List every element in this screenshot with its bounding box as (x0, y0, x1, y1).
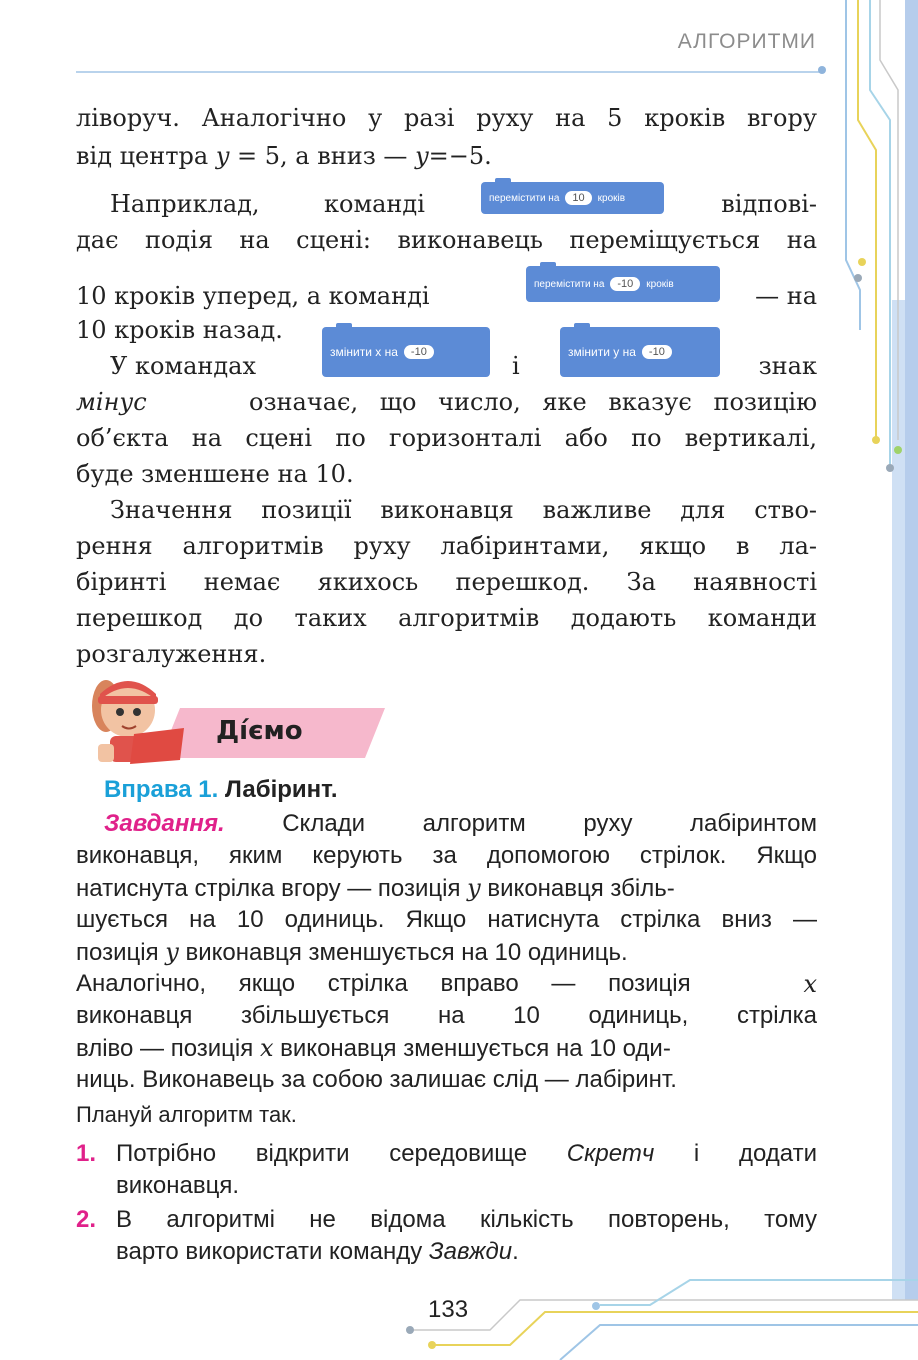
text-line: рення алгоритмів руху лабіринтами, якщо в ла- (76, 532, 817, 560)
text-line: від центра y = 5, а вниз — y=−5. (76, 142, 492, 170)
list-item-number: 2. (76, 1206, 97, 1233)
list-item: Потрібно відкрити середовище Скретч і додати (116, 1140, 817, 1167)
page-number: 133 (428, 1296, 469, 1323)
text-line: ліворуч. Аналогічно у разі руху на 5 кроків вгору (76, 104, 817, 132)
text-line: 10 кроків назад. (76, 316, 283, 344)
text-line: вліво — позиція x виконавця зменшується на 10 оди- (76, 1034, 671, 1062)
text-line: Значення позиції виконавця важливе для ство- (110, 496, 817, 524)
text-fragment: знак (758, 352, 817, 380)
scratch-change-x-block: змінити х на -10 (322, 327, 490, 377)
text-line: мінус означає, що число, яке вказує позицію (76, 388, 817, 416)
text-line: виконавця, яким керують за допомогою стрілок. Якщо (76, 842, 817, 869)
text-line: Завдання. Склади алгоритм руху лабіринтом (104, 810, 818, 837)
text-line: дає подія на сцені: виконавець переміщується на (76, 226, 817, 254)
text-fragment: команді (324, 190, 425, 218)
scratch-move-10-block: перемістити на 10 кроків (481, 182, 664, 214)
text-line: Плануй алгоритм так. (76, 1102, 297, 1127)
text-line: біринті немає якихось перешкод. За наявності (76, 568, 817, 596)
list-item-line: виконавця. (116, 1172, 240, 1199)
text-line: виконавця збільшується на 10 одиниць, стрілка (76, 1002, 817, 1029)
text-line: розгалуження. (76, 640, 267, 668)
section-banner-title: Дíємо (216, 716, 303, 746)
list-item-number: 1. (76, 1140, 97, 1167)
list-item: В алгоритмі не відома кількість повторень, тому (116, 1206, 817, 1233)
scratch-move-neg10-block: перемістити на -10 кроків (526, 266, 720, 302)
text-line: буде зменшене на 10. (76, 460, 354, 488)
text-line: натиснута стрілка вгору — позиція y виконавця збіль- (76, 874, 675, 902)
exercise-title: Вправа 1. Лабіринт. (104, 776, 338, 803)
text-line: позиція y виконавця зменшується на 10 одиниць. (76, 938, 628, 966)
scratch-change-y-block: змінити у на -10 (560, 327, 720, 377)
list-item-line: варто використати команду Завжди. (116, 1238, 519, 1265)
text-line: перешкод до таких алгоритмів додають команди (76, 604, 817, 632)
text-line: Аналогічно, якщо стрілка вправо — позиція x (76, 970, 817, 998)
text-fragment: відпові- (721, 190, 817, 218)
text-line: шується на 10 одиниць. Якщо натиснута стрілка вниз — (76, 906, 817, 933)
text-line: ниць. Виконавець за собою залишає слід — лабіринт. (76, 1066, 677, 1093)
text-line: об’єкта на сцені по горизонталі або по вертикалі, (76, 424, 817, 452)
text-fragment: і (512, 352, 520, 380)
text-fragment: У командах (110, 352, 257, 380)
text-fragment: — на (755, 282, 817, 310)
text-fragment: Наприклад, (110, 190, 260, 218)
section-header: АЛГОРИТМИ (677, 30, 816, 53)
text-fragment: 10 кроків уперед, а команді (76, 282, 430, 310)
girl-with-laptop-illustration (76, 674, 190, 766)
